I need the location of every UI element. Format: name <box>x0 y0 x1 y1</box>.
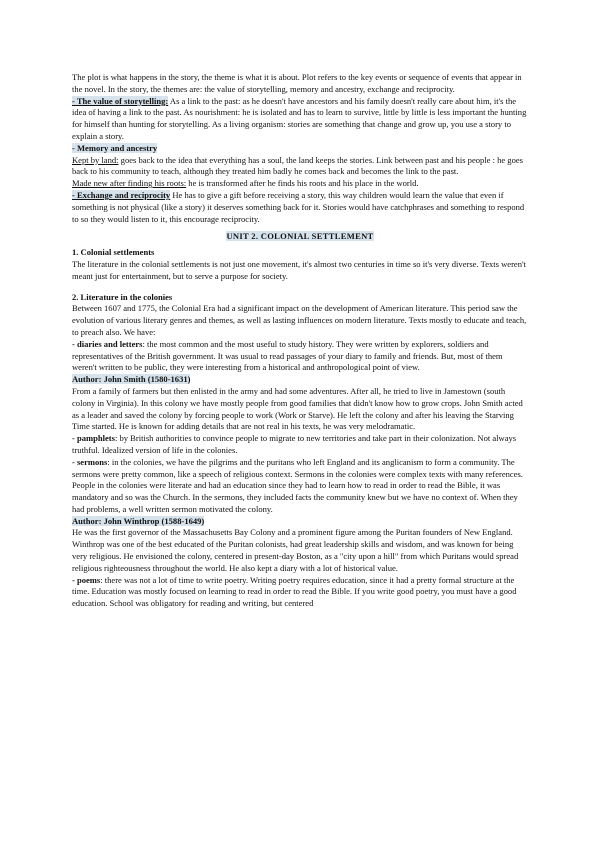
made-new-paragraph <box>72 178 528 190</box>
smith-body: From a family of farmers but then enlisted in the army and had some adventures. After all, he tried to live in Jamestown (south colony in Virginia). In this colony we have mostly people from good families that didn't know how to grow crops. John Smith acted as a leader and saved the colony by forcing people to work (Work or Starve). He left the colony and after his leaving the Starving Time started. He is known for adding details that are not real in his texts, he was very melodramatic. <box>72 385 523 432</box>
intro-paragraph: The plot is what happens in the story, the theme is what it is about. Plot refers to the key events or sequence of events that appear in the novel. In the story, the themes are: the value of storytelling, memory and ancestry, exchange and reciprocity. <box>72 72 522 94</box>
pamphlets-body: : by British authorities to convince people to migrate to new territories and take part in their colonization. Not always truthful. Idealized version of life in the colonies. <box>72 433 517 455</box>
poems-paragraph <box>72 575 528 610</box>
unit-title <box>72 231 528 243</box>
exchange-heading: - Exchange and reciprocity <box>72 189 171 200</box>
kept-by-land-body: goes back to the idea that everything has a soul, the land keeps the stories. Link between past and his people : he goes back to his community to teach, although they treated him badly he comes back and becomes the link to the past. <box>72 154 523 177</box>
diaries-heading: - diaries and letters <box>72 338 143 349</box>
diaries-body: : the most common and the most useful to study history. They were written by explorers, soldiers and representatives of the British government. It was usual to read passages of your diary to family and friends. But, most of them weren't written to be public, they were interesting from a historical and anthropological point of view. <box>72 338 503 373</box>
storytelling-heading: - The value of storytelling: <box>72 95 169 106</box>
winthrop-heading-line <box>72 516 528 528</box>
winthrop-heading: Author: John Winthrop (1588-1649) <box>72 515 205 526</box>
section-1-body: The literature in the colonial settlements is not just one movement, it's almost two centuries in time so it's very diverse. Texts weren't meant just for entertainment, but to serve a purpose for society. <box>72 258 526 281</box>
pamphlets-paragraph <box>72 433 528 457</box>
sermons-body: : in the colonies, we have the pilgrims and the puritans who left England and its anglicanism to form a community. The sermons were pretty common, like a speech of religious context. Sermons in the colonies were complex texts with many references. People in the colonies were literate and had an education since they had to learn how to read in order to read the Bible, it was mandatory and so was the Church. In the sermons, they included facts the community knew but we have no context of. When they had problems, a well written sermon motivated the colony. <box>72 456 523 514</box>
exchange-body: He has to give a gift before receiving a story, this way children would learn the value that even if something is not physical (like a story) it deserves something back for it. Stories would have catchphrases and something to respond to so they would listen to it, this encourage reciprocity. <box>72 189 525 224</box>
memory-heading-line <box>72 143 528 155</box>
exchange-paragraph <box>72 190 528 225</box>
made-new-label: Made new after finding his roots: <box>72 178 187 189</box>
kept-by-land-paragraph <box>72 155 528 179</box>
poems-heading: - poems <box>72 574 101 585</box>
unit-title-text: UNIT 2. COLONIAL SETTLEMENT <box>226 231 374 242</box>
section-2-body: Between 1607 and 1775, the Colonial Era had a significant impact on the development of American literature. This period saw the evolution of various literary genres and themes, as well as lasting influences on modern literature. Texts mostly to educate and teach, to preach also. We have: <box>72 303 527 337</box>
storytelling-body: As a link to the past: as he doesn't have ancestors and his family doesn't really care about him, it's the idea of having a link to the past. As nourishment: he is isolated and has to learn to survive, little by little is less important the hunting for himself than hunting for storytelling. As a living organism: stories are something that change and grow up, you use a story to explain a story. <box>72 95 527 141</box>
section-2-heading: 2. Literature in the colonies <box>72 291 173 302</box>
storytelling-paragraph <box>72 96 528 143</box>
poems-body: : there was not a lot of time to write poetry. Writing poetry requires education, since it had a pretty formal structure at the time. Education was mostly focused on learning to read in order to read the Bible. If you write good poetry, you must have a good education. School was obligatory for reading and writing, but centered <box>72 574 517 609</box>
smith-heading-line <box>72 374 528 386</box>
smith-heading: Author: John Smith (1580-1631) <box>72 374 191 385</box>
kept-by-land-label: Kept by land: <box>72 154 119 165</box>
sermons-paragraph <box>72 457 528 516</box>
pamphlets-heading: - pamphlets <box>72 433 115 444</box>
made-new-body: he is transformed after he finds his roots and his place in the world. <box>186 178 419 189</box>
diaries-paragraph <box>72 339 528 374</box>
memory-heading: - Memory and ancestry <box>72 142 158 153</box>
section-1-heading: 1. Colonial settlements <box>72 247 155 258</box>
sermons-heading: - sermons <box>72 456 108 467</box>
winthrop-body: He was the first governor of the Massachusetts Bay Colony and a prominent figure among the Puritan founders of New England. Winthrop was one of the best educated of the Puritan colonists, had great leadership skills and wisdom, and was known for being very religious. He envisioned the colony, centered in present-day Boston, as a "city upon a hill" from which Puritans would spread religious righteousness throughout the world. He also kept a diary with a lot of historical value. <box>72 527 519 573</box>
